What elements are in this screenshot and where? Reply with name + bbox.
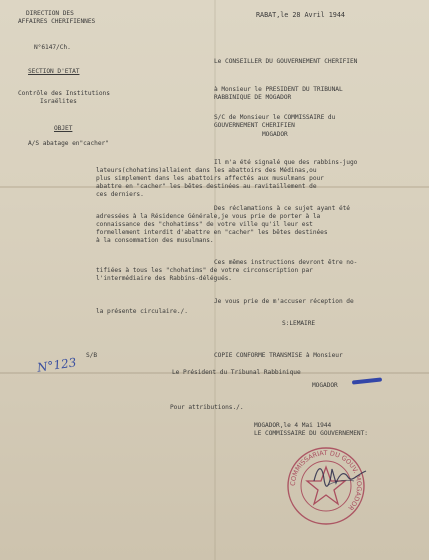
purpose-line: Pour attributions./. [170, 404, 244, 411]
addressee-line-2: RABBINIQUE DE MOGADOR [214, 94, 292, 101]
place-date: RABAT,le 28 Avril 1944 [256, 11, 345, 19]
reference-number: N°6147/Ch. [34, 44, 71, 51]
copy-line: COPIE CONFORME TRANSMISE à Monsieur [214, 352, 343, 359]
control-line-2: Israëlites [40, 98, 77, 105]
handwritten-number: N°123 [36, 355, 78, 375]
p1-line-4: abattre en "cacher" les bêtes destinées au ravitaillement de [96, 183, 317, 190]
stamp-text: COMMISSARIAT DU GOUV. MOGADOR [288, 448, 364, 512]
p1-line-1: Il m'a été signalé que des rabbins-jugo [214, 159, 358, 166]
commissioner-line: LE COMMISSAIRE DU GOUVERNEMENT: [254, 430, 368, 437]
p3-line-3: l'intermédiaire des Rabbins-délégués. [96, 275, 232, 282]
control-line-1: Contrôle des Institutions [18, 90, 110, 97]
sender-title: Le CONSEILLER DU GOUVERNEMENT CHERIFIEN [214, 58, 358, 65]
president-line: Le Président du Tribunal Rabbinique [172, 369, 301, 376]
p2-line-5: à la consommation des musulmans. [96, 237, 214, 244]
p1-line-2: lateurs(chohatims)allaient dans les abattoirs des Médinas,ou [96, 167, 317, 174]
p4-line-2: la présente circulaire./. [96, 308, 188, 315]
p2-line-3: connaissance des "chohatimss" de votre ville qu'il leur est [96, 221, 313, 228]
via-line-3: MOGADOR [262, 131, 288, 138]
signature-name: S:LEMAIRE [282, 320, 316, 327]
blue-pen-mark [352, 377, 382, 384]
via-line-1: S/C de Monsieur le COMMISSAIRE du [214, 114, 336, 121]
p1-line-3: plus simplement dans les abattoirs affectés aux musulmans pour [96, 175, 324, 182]
p4-line-1: Je vous prie de m'accuser réception de [214, 298, 354, 305]
city-line: MOGADOR [312, 382, 338, 389]
transmission-place-date: MOGADOR,le 4 Mai 1944 [254, 422, 332, 429]
handwritten-signature-icon [310, 455, 370, 495]
p1-line-5: ces derniers. [96, 191, 144, 198]
objet-text: A/S abatage en"cacher" [28, 140, 109, 147]
addressee-line-1: à Monsieur le PRESIDENT DU TRIBUNAL [214, 86, 343, 93]
objet-label: OBJET [54, 125, 73, 132]
p2-line-2: adressées à la Résidence Générale,je vous prie de porter à la [96, 213, 321, 220]
department-line-2: AFFAIRES CHERIFIENNES [18, 18, 96, 25]
sb-label: S/B [86, 352, 98, 359]
department-line-1: DIRECTION DES [26, 10, 74, 17]
section-title: SECTION D'ETAT [28, 68, 80, 75]
p3-line-1: Ces mêmes instructions devront être no- [214, 259, 358, 266]
p2-line-1: Des réclamations à ce sujet ayant été [214, 205, 350, 212]
p3-line-2: tifiées à tous les "chohatims" de votre circonscription par [96, 267, 313, 274]
p2-line-4: formellement interdit d'abattre en "cacher" les bêtes destinées [96, 229, 328, 236]
via-line-2: GOUVERNEMENT CHERIFIEN [214, 122, 295, 129]
